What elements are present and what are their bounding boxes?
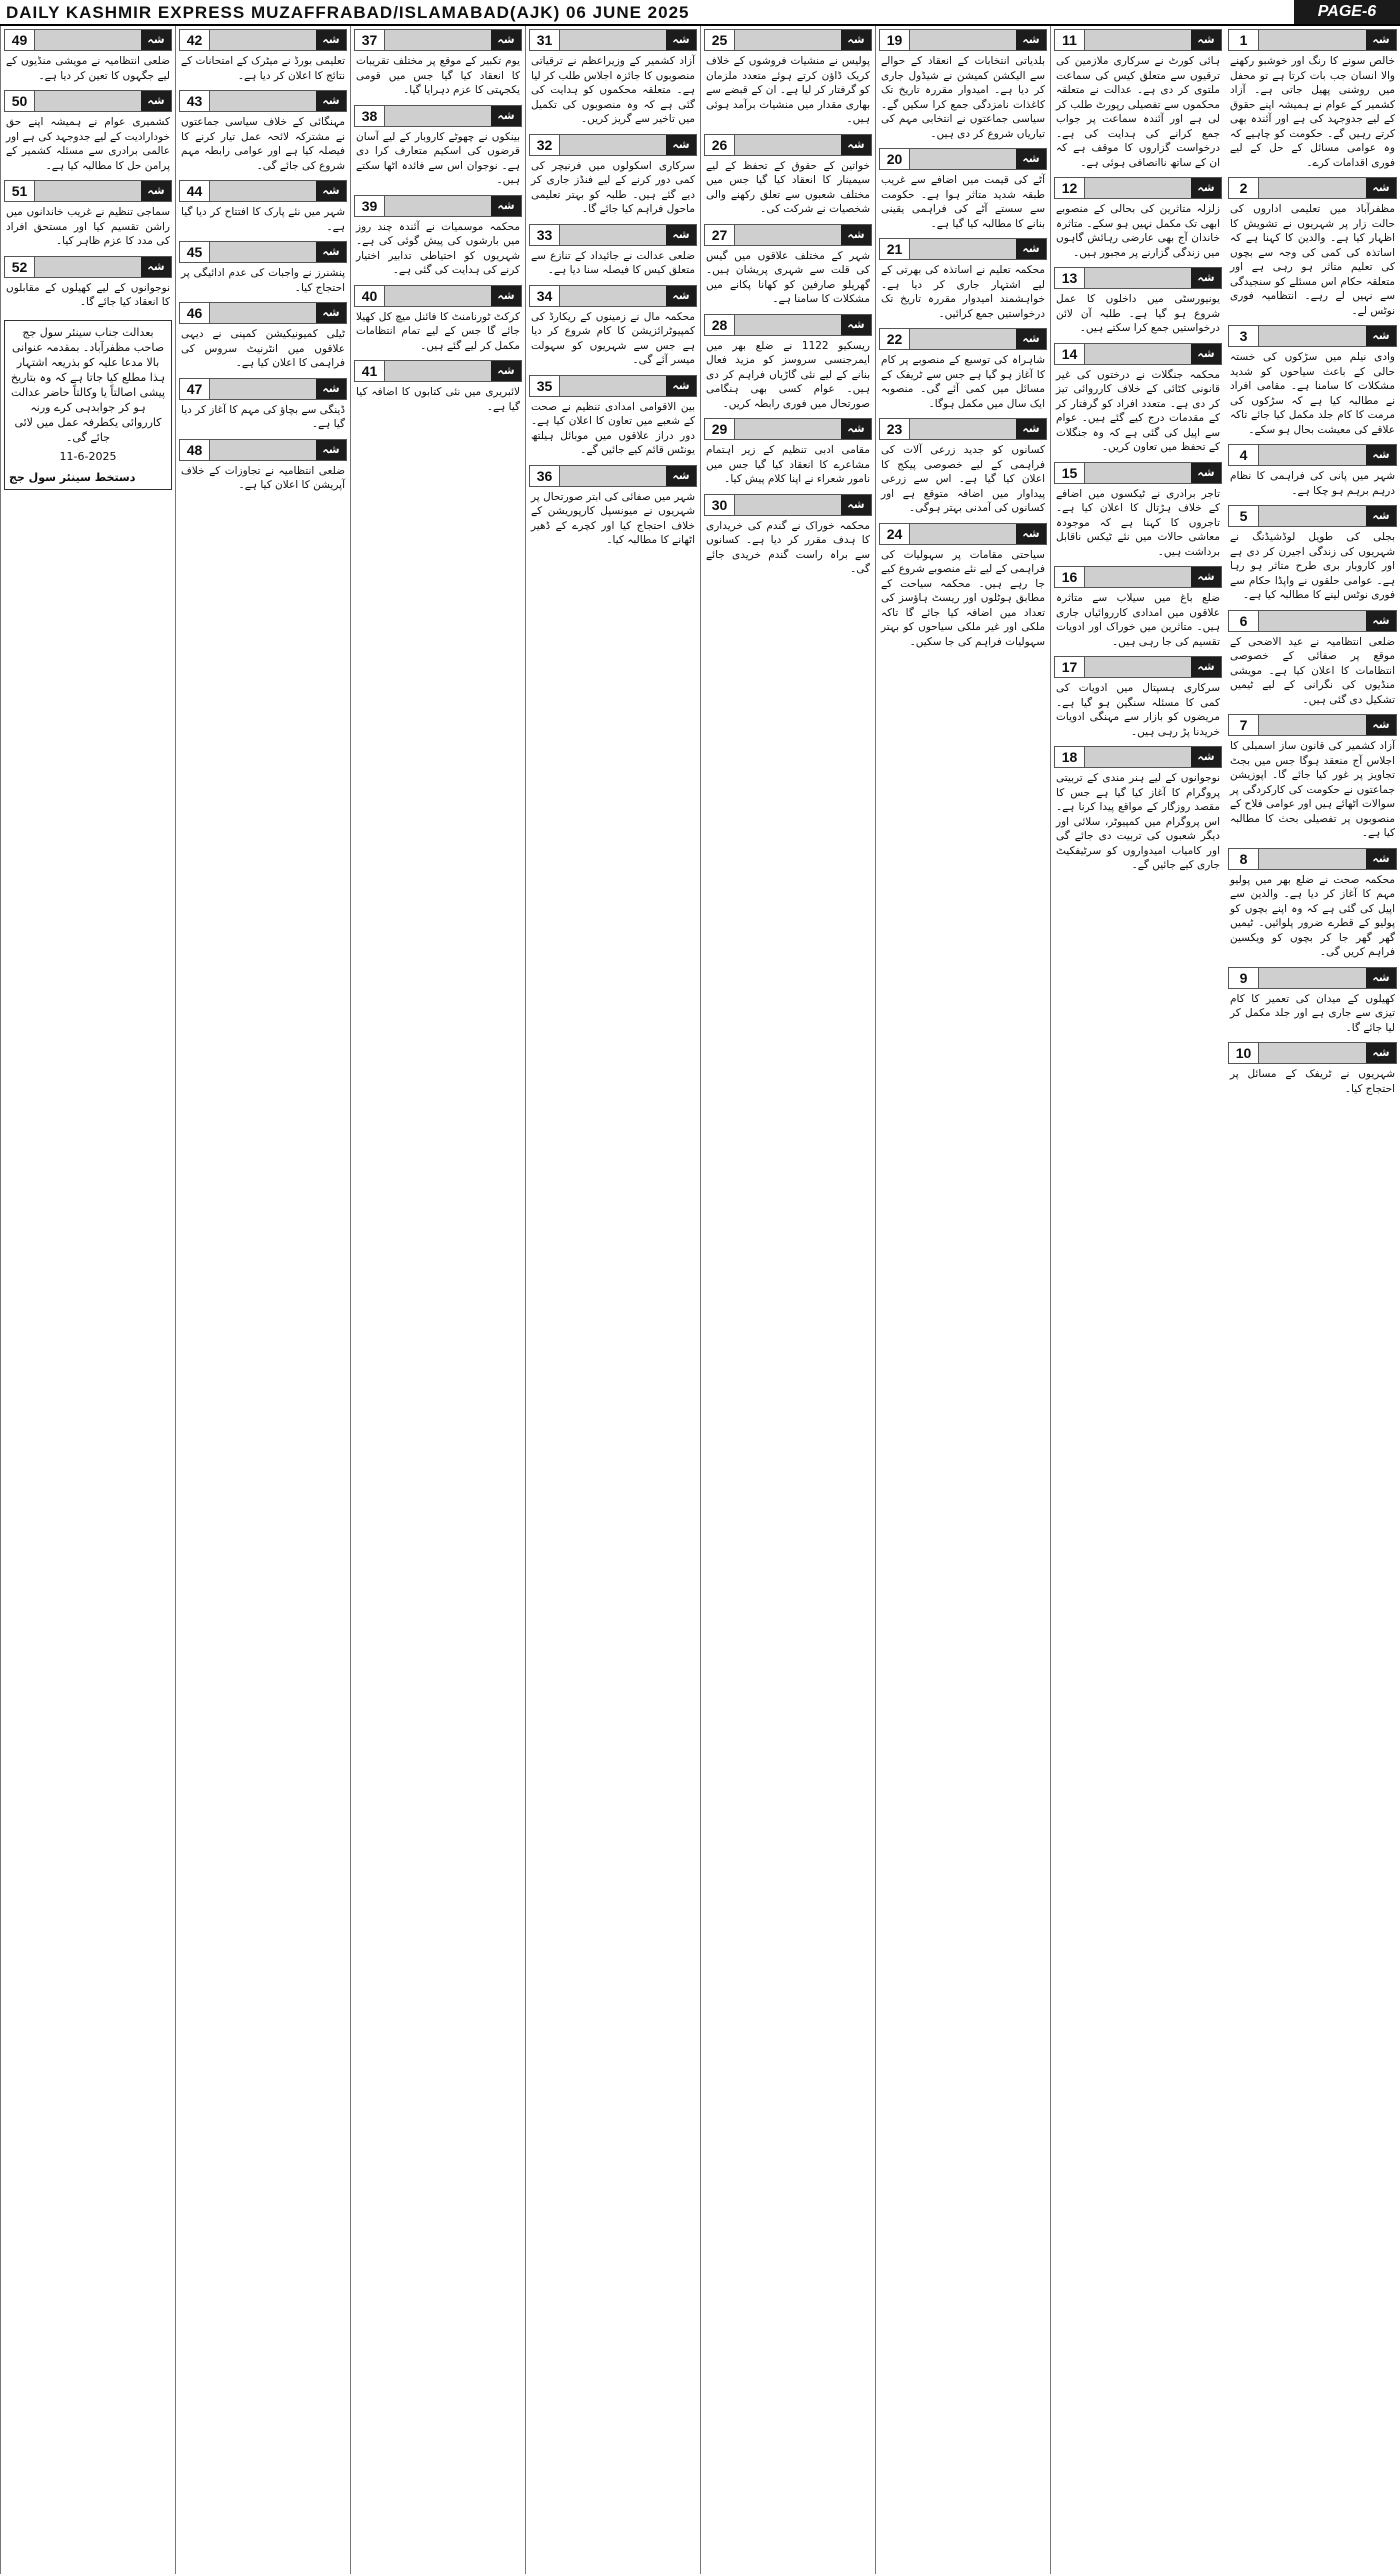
ad-label-badge: شہ — [316, 91, 346, 111]
ad-label-badge: شہ — [1366, 849, 1396, 869]
ad-header — [4, 180, 172, 202]
ad-label-badge: شہ — [841, 419, 871, 439]
classified-ad — [179, 378, 347, 436]
ad-number: 35 — [530, 376, 560, 396]
ad-header — [1054, 566, 1222, 588]
classified-ad — [1228, 967, 1397, 1040]
ad-text: کسانوں کو جدید زرعی آلات کی فراہمی کے لیے خصوصی پیکج کا اعلان کیا گیا ہے۔ اس سے زرعی پیداوار میں اضافہ متوقع ہے اور کسانوں کی آمدنی بہتر ہوگی۔ — [881, 444, 1045, 514]
ad-number: 52 — [5, 257, 35, 277]
ad-label-badge: شہ — [491, 361, 521, 381]
ad-text: شہر میں پانی کی فراہمی کا نظام درہم برہم ہو چکا ہے۔ — [1230, 470, 1395, 497]
classified-ad — [529, 375, 697, 462]
ad-label-badge: شہ — [316, 30, 346, 50]
ad-header — [1228, 177, 1397, 199]
ad-text: مہنگائی کے خلاف سیاسی جماعتوں نے مشترکہ لائحہ عمل تیار کرنے کا فیصلہ کیا ہے اور عوامی رابطہ مہم شروع کی جائے گی۔ — [181, 116, 345, 172]
ad-text: پولیس نے منشیات فروشوں کے خلاف کریک ڈاؤن کرتے ہوئے متعدد ملزمان کو گرفتار کر لیا ہے۔ ان کے قبضے سے بھاری مقدار میں منشیات برآمد ہوئی ہیں۔ — [706, 55, 870, 125]
ad-number: 44 — [180, 181, 210, 201]
classified-ad — [529, 134, 697, 221]
ad-text: ریسکیو 1122 نے ضلع بھر میں ایمرجنسی سروسز کو مزید فعال بنانے کے لیے نئی گاڑیاں فراہم کر دی ہیں۔ عوام کسی بھی ہنگامی صورتحال میں فوری رابطہ کریں۔ — [706, 339, 870, 410]
ad-text: مقامی ادبی تنظیم کے زیر اہتمام مشاعرے کا انعقاد کیا گیا جس میں نامور شعراء نے اپنا کلام پیش کیا۔ — [706, 444, 870, 485]
ad-text: محکمہ تعلیم نے اساتذہ کی بھرتی کے لیے اشتہار جاری کر دیا ہے۔ خواہشمند امیدوار مقررہ تاریخ تک درخواستیں جمع کرائیں۔ — [881, 264, 1045, 320]
masthead-title: DAILY KASHMIR EXPRESS MUZAFFRABAD/ISLAMABAD(AJK) 06 JUNE 2025 — [6, 3, 690, 22]
ad-number: 19 — [880, 30, 910, 50]
ad-header — [704, 29, 872, 51]
ad-label-badge: شہ — [1366, 30, 1396, 50]
ad-number: 9 — [1229, 968, 1259, 988]
ad-label-badge: شہ — [1191, 463, 1221, 483]
ad-number: 37 — [355, 30, 385, 50]
ad-header — [4, 90, 172, 112]
ad-number: 33 — [530, 225, 560, 245]
ad-label-badge: شہ — [491, 106, 521, 126]
ad-label-badge: شہ — [1016, 30, 1046, 50]
ad-text: لائبریری میں نئی کتابوں کا اضافہ کیا گیا ہے۔ — [356, 386, 520, 413]
ad-number: 14 — [1055, 344, 1085, 364]
ad-label-badge: شہ — [141, 257, 171, 277]
ad-text: آزاد کشمیر کے وزیراعظم نے ترقیاتی منصوبوں کا جائزہ اجلاس طلب کر لیا ہے۔ متعلقہ محکموں کو ہدایت کی گئی ہے کہ وہ منصوبوں کی تکمیل میں تاخیر سے گریز کریں۔ — [531, 55, 695, 125]
news-column — [875, 26, 1050, 2574]
ad-header — [529, 375, 697, 397]
classified-ad — [704, 224, 872, 311]
ad-text: زلزلہ متاثرین کی بحالی کے منصوبے ابھی تک مکمل نہیں ہو سکے۔ متاثرہ خاندان آج بھی عارضی رہائش گاہوں میں زندگی گزارنے پر مجبور ہیں۔ — [1056, 203, 1220, 259]
ad-header — [179, 180, 347, 202]
ad-label-badge: شہ — [666, 376, 696, 396]
ad-number: 30 — [705, 495, 735, 515]
ad-number: 1 — [1229, 30, 1259, 50]
ad-number: 39 — [355, 196, 385, 216]
ad-header — [1228, 714, 1397, 736]
ad-header — [179, 302, 347, 324]
ad-text: ضلعی انتظامیہ نے عید الاضحی کے موقع پر صفائی کے خصوصی انتظامات کا اعلان کیا ہے۔ مویشی منڈیوں کی نگرانی کے لیے ٹیمیں تشکیل دی گئی ہیں۔ — [1230, 635, 1395, 706]
ad-label-badge: شہ — [491, 286, 521, 306]
ad-label-badge: شہ — [316, 303, 346, 323]
ad-text: آٹے کی قیمت میں اضافے سے غریب طبقہ شدید متاثر ہوا ہے۔ حکومت سے سستے آٹے کی فراہمی یقینی بنانے کا مطالبہ کیا گیا ہے۔ — [881, 174, 1045, 230]
ad-text: ضلعی انتظامیہ نے تجاوزات کے خلاف آپریشن کا اعلان کیا ہے۔ — [181, 464, 345, 491]
classified-ad — [179, 90, 347, 177]
ad-text: کرکٹ ٹورنامنٹ کا فائنل میچ کل کھیلا جائے گا جس کے لیے تمام انتظامات مکمل کر لیے گئے ہیں۔ — [356, 310, 520, 352]
ad-header — [704, 134, 872, 156]
ad-header — [704, 418, 872, 440]
ad-text: یونیورسٹی میں داخلوں کا عمل شروع ہو گیا ہے۔ طلبہ آن لائن درخواستیں جمع کرا سکتے ہیں۔ — [1056, 293, 1220, 334]
ad-number: 20 — [880, 149, 910, 169]
ad-label-badge: شہ — [1191, 30, 1221, 50]
ad-number: 26 — [705, 135, 735, 155]
ad-label-badge: شہ — [1366, 178, 1396, 198]
ad-label-badge: شہ — [491, 30, 521, 50]
ad-header — [1054, 29, 1222, 51]
classified-ad — [354, 285, 522, 358]
ad-label-badge: شہ — [1016, 149, 1046, 169]
ad-text: یوم تکبیر کے موقع پر مختلف تقریبات کا انعقاد کیا گیا جس میں قومی یکجہتی کا عزم دہرایا گیا۔ — [356, 55, 520, 96]
ad-label-badge: شہ — [841, 315, 871, 335]
court-notice — [4, 320, 172, 490]
ad-header — [529, 134, 697, 156]
ad-text: ضلع باغ میں سیلاب سے متاثرہ علاقوں میں امدادی کارروائیاں جاری ہیں۔ متاثرین میں خوراک اور ادویات تقسیم کی جا رہی ہیں۔ — [1056, 592, 1220, 648]
ad-number: 11 — [1055, 30, 1085, 50]
ad-text: خالص سونے کا رنگ اور خوشبو رکھنے والا انسان جب بات کرتا ہے تو محفل میں روشنی پھیل جاتی ہے۔ آزاد کشمیر کے عوام نے ہمیشہ اپنے حقوق کے لیے جدوجہد کی ہے اور آئندہ بھی کرتے رہیں گے۔ حکومت کو چاہیے کہ وہ عوامی مسائل کے حل کے لیے فوری اقدامات کرے۔ — [1230, 55, 1395, 169]
classified-ad — [1054, 746, 1222, 877]
ad-label-badge: شہ — [1366, 506, 1396, 526]
ad-text: محکمہ موسمیات نے آئندہ چند روز میں بارشوں کی پیش گوئی کی ہے۔ شہریوں کو احتیاطی تدابیر اختیار کرنے کی ہدایت کی گئی ہے۔ — [356, 220, 520, 276]
ad-number: 47 — [180, 379, 210, 399]
page-number-badge: PAGE-6 — [1294, 0, 1400, 24]
ad-number: 7 — [1229, 715, 1259, 735]
ad-header — [179, 378, 347, 400]
classified-ad — [4, 256, 172, 314]
ad-number: 16 — [1055, 567, 1085, 587]
ad-header — [1054, 462, 1222, 484]
classified-ad — [1228, 325, 1397, 441]
news-column — [0, 26, 175, 2574]
ad-label-badge: شہ — [841, 135, 871, 155]
ad-header — [1054, 267, 1222, 289]
ad-text: نوجوانوں کے لیے ہنر مندی کے تربیتی پروگرام کا آغاز کیا گیا ہے جس کا مقصد روزگار کے مواقع پیدا کرنا ہے۔ اس پروگرام میں کمپیوٹر، سلائی اور دیگر شعبوں کی تربیت دی جائے گی اور کامیاب امیدواروں کو سرٹیفکیٹ جاری کیے جائیں گے۔ — [1056, 772, 1220, 871]
ad-header — [4, 29, 172, 51]
ad-text: ٹیلی کمیونیکیشن کمپنی نے دیہی علاقوں میں انٹرنیٹ سروس کی فراہمی کا اعلان کیا ہے۔ — [181, 328, 345, 369]
ad-label-badge: شہ — [1191, 657, 1221, 677]
ad-header — [879, 523, 1047, 545]
ad-text: وادی نیلم میں سڑکوں کی خستہ حالی کے باعث سیاحوں کو شدید مشکلات کا سامنا ہے۔ مقامی افراد نے مطالبہ کیا ہے کہ سڑکوں کی مرمت کا کام جلد مکمل کیا جائے تاکہ علاقے کی معیشت بحال ہو سکے۔ — [1230, 351, 1395, 436]
ad-header — [704, 224, 872, 246]
ad-number: 31 — [530, 30, 560, 50]
news-column — [350, 26, 525, 2574]
ad-number: 15 — [1055, 463, 1085, 483]
ad-text: سرکاری اسکولوں میں فرنیچر کی کمی دور کرنے کے لیے فنڈز جاری کر دیے گئے ہیں۔ طلبہ کو بہتر تعلیمی ماحول فراہم کیا جائے گا۔ — [531, 159, 695, 215]
ad-number: 24 — [880, 524, 910, 544]
ad-header — [879, 418, 1047, 440]
ad-number: 41 — [355, 361, 385, 381]
classified-ad — [1228, 848, 1397, 964]
classified-ad — [1228, 610, 1397, 712]
classified-ad — [179, 241, 347, 299]
classified-ad — [1228, 505, 1397, 607]
ad-header — [354, 29, 522, 51]
ad-text: محکمہ خوراک نے گندم کی خریداری کا ہدف مقرر کر دیا ہے۔ کسانوں سے براہ راست گندم خریدی جائے گی۔ — [706, 519, 870, 575]
ad-number: 50 — [5, 91, 35, 111]
ad-label-badge: شہ — [1191, 567, 1221, 587]
ad-header — [879, 238, 1047, 260]
classified-ad — [1054, 462, 1222, 564]
classified-ad — [704, 314, 872, 416]
ad-header — [179, 90, 347, 112]
ad-label-badge: شہ — [666, 225, 696, 245]
ad-number: 28 — [705, 315, 735, 335]
ad-text: مظفرآباد میں تعلیمی اداروں کی حالت زار پر شہریوں نے تشویش کا اظہار کیا ہے۔ والدین کا کہنا ہے کہ اساتذہ کی کمی کی وجہ سے بچوں کی تعلیم متاثر ہو رہی ہے اور متعلقہ حکام اس مسئلے کو سنجیدگی سے نہیں لے رہے۔ انتظامیہ فوری نوٹس لے۔ — [1230, 203, 1395, 317]
ad-number: 23 — [880, 419, 910, 439]
ad-text: ضلعی عدالت نے جائیداد کے تنازع سے متعلق کیس کا فیصلہ سنا دیا ہے۔ — [531, 249, 695, 276]
ad-number: 12 — [1055, 178, 1085, 198]
ad-label-badge: شہ — [1191, 344, 1221, 364]
ad-text: آزاد کشمیر کی قانون ساز اسمبلی کا اجلاس آج منعقد ہوگا جس میں بجٹ تجاویز پر غور کیا جائے گا۔ اپوزیشن جماعتوں نے حکومت کی کارکردگی پر سوالات اٹھائے ہیں اور عوامی فلاح کے منصوبوں پر تفصیلی بحث کا مطالبہ کیا ہے۔ — [1230, 740, 1395, 839]
ad-number: 3 — [1229, 326, 1259, 346]
ad-text: ضلعی انتظامیہ نے مویشی منڈیوں کے لیے جگہوں کا تعین کر دیا ہے۔ — [6, 55, 170, 82]
classified-ad — [354, 195, 522, 282]
classified-ad — [1228, 1042, 1397, 1100]
ad-header — [1228, 444, 1397, 466]
ad-text: نوجوانوں کے لیے کھیلوں کے مقابلوں کا انعقاد کیا جائے گا۔ — [6, 281, 170, 308]
ad-label-badge: شہ — [666, 286, 696, 306]
ad-header — [879, 29, 1047, 51]
ad-label-badge: شہ — [141, 91, 171, 111]
ad-header — [1228, 29, 1397, 51]
ad-header — [1228, 967, 1397, 989]
ad-header — [179, 29, 347, 51]
classified-ad — [879, 148, 1047, 235]
ad-text: بلدیاتی انتخابات کے انعقاد کے حوالے سے الیکشن کمیشن نے شیڈول جاری کر دیا ہے۔ امیدوار مقررہ تاریخ تک کاغذات نامزدگی جمع کرا سکیں گے۔ سیاسی جماعتوں نے انتخابی مہم کی تیاریاں شروع کر دی ہیں۔ — [881, 55, 1045, 140]
ad-number: 18 — [1055, 747, 1085, 767]
ad-label-badge: شہ — [1016, 329, 1046, 349]
classified-ad — [1228, 177, 1397, 322]
news-column — [1225, 26, 1400, 2574]
classified-ad — [179, 180, 347, 238]
ad-label-badge: شہ — [666, 135, 696, 155]
ad-header — [4, 256, 172, 278]
classified-ad — [879, 523, 1047, 654]
classified-ad — [529, 285, 697, 372]
ad-header — [1054, 343, 1222, 365]
ad-number: 2 — [1229, 178, 1259, 198]
ad-number: 36 — [530, 466, 560, 486]
ad-number: 34 — [530, 286, 560, 306]
ad-label-badge: شہ — [1191, 747, 1221, 767]
ad-number: 43 — [180, 91, 210, 111]
news-column — [175, 26, 350, 2574]
classified-ad — [704, 418, 872, 491]
ad-header — [1228, 1042, 1397, 1064]
classified-ad — [1054, 177, 1222, 264]
ad-number: 13 — [1055, 268, 1085, 288]
ad-label-badge: شہ — [841, 225, 871, 245]
ad-text: تاجر برادری نے ٹیکسوں میں اضافے کے خلاف ہڑتال کا اعلان کیا ہے۔ تاجروں کا کہنا ہے کہ موجودہ معاشی حالات میں نئے ٹیکس ناقابل برداشت ہیں۔ — [1056, 487, 1220, 558]
ad-header — [529, 224, 697, 246]
ad-label-badge: شہ — [841, 30, 871, 50]
ad-label-badge: شہ — [316, 242, 346, 262]
ad-text: سرکاری ہسپتال میں ادویات کی کمی کا مسئلہ سنگین ہو گیا ہے۔ مریضوں کو بازار سے مہنگی ادویات خریدنا پڑ رہی ہیں۔ — [1056, 682, 1220, 738]
ad-text: بینکوں نے چھوٹے کاروبار کے لیے آسان قرضوں کی اسکیم متعارف کرا دی ہے۔ نوجوان اس سے فائدہ اٹھا سکتے ہیں۔ — [356, 130, 520, 186]
classified-ad — [4, 29, 172, 87]
ad-label-badge: شہ — [1366, 326, 1396, 346]
classified-ad — [4, 90, 172, 177]
classified-ad — [704, 29, 872, 131]
classified-ad — [179, 439, 347, 497]
ad-header — [704, 494, 872, 516]
ad-text: پنشنرز نے واجبات کی عدم ادائیگی پر احتجاج کیا۔ — [181, 267, 345, 294]
ad-text: ڈینگی سے بچاؤ کی مہم کا آغاز کر دیا گیا ہے۔ — [181, 403, 345, 430]
ad-header — [179, 439, 347, 461]
classified-ad — [704, 134, 872, 221]
classified-ad — [1054, 29, 1222, 174]
ad-text: سیاحتی مقامات پر سہولیات کی فراہمی کے لیے نئے منصوبے شروع کیے جا رہے ہیں۔ محکمہ سیاحت کے مطابق ہوٹلوں اور ریسٹ ہاؤسز کی تعداد میں اضافہ کیا جائے گا تاکہ ملکی اور غیر ملکی سیاحوں کو بہتر سہولیات فراہم کی جا سکیں۔ — [881, 548, 1045, 648]
classified-ad — [1228, 444, 1397, 502]
ad-number: 42 — [180, 30, 210, 50]
ad-number: 29 — [705, 419, 735, 439]
ad-header — [1054, 177, 1222, 199]
ad-label-badge: شہ — [1191, 178, 1221, 198]
ad-text: بجلی کی طویل لوڈشیڈنگ نے شہریوں کی زندگی اجیرن کر دی ہے اور کاروبار بری طرح متاثر ہو رہا ہے۔ عوامی حلقوں نے واپڈا حکام سے فوری نوٹس لینے کا مطالبہ کیا ہے۔ — [1230, 531, 1395, 601]
ad-header — [1054, 656, 1222, 678]
classified-ad — [1054, 566, 1222, 653]
ad-header — [529, 465, 697, 487]
ad-label-badge: شہ — [316, 440, 346, 460]
classified-ad — [1228, 29, 1397, 174]
news-column — [525, 26, 700, 2574]
ad-number: 46 — [180, 303, 210, 323]
classified-ad — [179, 302, 347, 375]
classified-ad — [529, 465, 697, 552]
ad-number: 8 — [1229, 849, 1259, 869]
ad-label-badge: شہ — [666, 30, 696, 50]
classified-ad — [529, 29, 697, 131]
ad-number: 21 — [880, 239, 910, 259]
classified-ad — [4, 180, 172, 253]
masthead — [0, 0, 1400, 26]
ad-text: محکمہ صحت نے ضلع بھر میں پولیو مہم کا آغاز کر دیا ہے۔ والدین سے اپیل کی گئی ہے کہ وہ اپنے بچوں کو پولیو کے قطرے ضرور پلوائیں۔ ٹیمیں گھر گھر جا کر بچوں کو ویکسین فراہم کریں گی۔ — [1230, 873, 1395, 958]
classified-ad — [1228, 714, 1397, 845]
ad-text: شہریوں نے ٹریفک کے مسائل پر احتجاج کیا۔ — [1230, 1068, 1395, 1095]
ad-header — [354, 105, 522, 127]
ad-label-badge: شہ — [1366, 611, 1396, 631]
ad-label-badge: شہ — [1366, 968, 1396, 988]
ad-text: بین الاقوامی امدادی تنظیم نے صحت کے شعبے میں تعاون کا اعلان کیا ہے۔ دور دراز علاقوں میں موبائل ہیلتھ یونٹس قائم کیے جائیں گے۔ — [531, 400, 695, 456]
ad-header — [529, 29, 697, 51]
ad-label-badge: شہ — [841, 495, 871, 515]
ad-text: محکمہ مال نے زمینوں کے ریکارڈ کی کمپیوٹرائزیشن کا کام شروع کر دیا ہے جس سے شہریوں کو سہولت میسر آئے گی۔ — [531, 310, 695, 366]
classified-ad — [879, 238, 1047, 325]
ad-header — [1228, 610, 1397, 632]
ad-number: 49 — [5, 30, 35, 50]
ad-label-badge: شہ — [141, 181, 171, 201]
classified-ad — [179, 29, 347, 87]
classified-ad — [704, 494, 872, 581]
classified-ad — [879, 418, 1047, 520]
ad-label-badge: شہ — [1191, 268, 1221, 288]
ad-label-badge: شہ — [1016, 419, 1046, 439]
court-notice-signature: دستخط سینئر سول جج — [9, 470, 136, 484]
ad-header — [354, 285, 522, 307]
ad-number: 38 — [355, 106, 385, 126]
ad-label-badge: شہ — [666, 466, 696, 486]
ad-number: 6 — [1229, 611, 1259, 631]
court-notice-date: 11-6-2025 — [59, 449, 117, 463]
ad-text: شہر میں نئے پارک کا افتتاح کر دیا گیا ہے۔ — [181, 206, 345, 233]
ad-header — [1054, 746, 1222, 768]
ad-header — [879, 328, 1047, 350]
ad-text: تعلیمی بورڈ نے میٹرک کے امتحانات کے نتائج کا اعلان کر دیا ہے۔ — [181, 55, 345, 82]
classified-ad — [354, 360, 522, 418]
ad-number: 5 — [1229, 506, 1259, 526]
ad-number: 40 — [355, 286, 385, 306]
ad-number: 48 — [180, 440, 210, 460]
ad-text: شہر میں صفائی کی ابتر صورتحال پر شہریوں نے میونسپل کارپوریشن کے خلاف احتجاج کیا اور کچرے کے ڈھیر اٹھانے کا مطالبہ کیا۔ — [531, 490, 695, 546]
ad-number: 17 — [1055, 657, 1085, 677]
classified-ad — [354, 29, 522, 102]
news-column — [1050, 26, 1225, 2574]
ad-number: 51 — [5, 181, 35, 201]
ad-label-badge: شہ — [491, 196, 521, 216]
ad-header — [1228, 848, 1397, 870]
ad-number: 10 — [1229, 1043, 1259, 1063]
ad-label-badge: شہ — [1366, 715, 1396, 735]
ad-text: کشمیری عوام نے ہمیشہ اپنے حق خودارادیت کے لیے جدوجہد کی ہے اور عالمی برادری سے مسئلہ کشمیر کے پرامن حل کا مطالبہ کیا ہے۔ — [6, 116, 170, 172]
ad-number: 32 — [530, 135, 560, 155]
ad-label-badge: شہ — [1016, 239, 1046, 259]
ad-text: خواتین کے حقوق کے تحفظ کے لیے سیمینار کا انعقاد کیا گیا جس میں مختلف شعبوں سے تعلق رکھنے والی شخصیات نے شرکت کی۔ — [706, 159, 870, 215]
ad-label-badge: شہ — [141, 30, 171, 50]
ad-label-badge: شہ — [316, 181, 346, 201]
ad-header — [354, 195, 522, 217]
ad-header — [529, 285, 697, 307]
ad-text: ہائی کورٹ نے سرکاری ملازمین کی ترقیوں سے متعلق کیس کی سماعت ملتوی کر دی ہے۔ عدالت نے متعلقہ محکموں سے تفصیلی رپورٹ طلب کر لی ہے اور آئندہ سماعت پر جواب جمع کرانے کی ہدایت کی ہے۔ درخواست گزاروں کا موقف ہے کہ ان کے ساتھ ناانصافی ہوئی ہے۔ — [1056, 55, 1220, 169]
ad-text: سماجی تنظیم نے غریب خاندانوں میں راشن تقسیم کیا اور مستحق افراد کی مدد کا عزم ظاہر کیا۔ — [6, 206, 170, 247]
ad-header — [704, 314, 872, 336]
classified-ad — [1054, 267, 1222, 340]
classified-ad — [1054, 656, 1222, 743]
ad-text: شاہراہ کی توسیع کے منصوبے پر کام کا آغاز ہو گیا ہے جس سے ٹریفک کے مسائل میں کمی آئے گی۔ منصوبہ ایک سال میں مکمل ہوگا۔ — [881, 354, 1045, 410]
ad-number: 22 — [880, 329, 910, 349]
ad-number: 27 — [705, 225, 735, 245]
ad-header — [1228, 325, 1397, 347]
ad-number: 25 — [705, 30, 735, 50]
classified-ad — [1054, 343, 1222, 459]
ad-label-badge: شہ — [1366, 1043, 1396, 1063]
classified-ad — [879, 328, 1047, 415]
ad-text: شہر کے مختلف علاقوں میں گیس کی قلت سے شہری پریشان ہیں۔ گھریلو صارفین کو کھانا پکانے میں مشکلات کا سامنا ہے۔ — [706, 249, 870, 305]
ad-label-badge: شہ — [316, 379, 346, 399]
ad-header — [354, 360, 522, 382]
ad-label-badge: شہ — [1016, 524, 1046, 544]
ad-number: 4 — [1229, 445, 1259, 465]
ad-text: محکمہ جنگلات نے درختوں کی غیر قانونی کٹائی کے خلاف کارروائی تیز کر دی ہے۔ متعدد افراد کو گرفتار کر کے مقدمات درج کیے گئے ہیں۔ عوام سے اپیل کی گئی ہے کہ وہ جنگلات کے تحفظ میں تعاون کریں۔ — [1056, 368, 1220, 453]
ad-label-badge: شہ — [1366, 445, 1396, 465]
classified-ad — [354, 105, 522, 192]
ad-header — [179, 241, 347, 263]
classified-ad — [879, 29, 1047, 145]
ad-text: کھیلوں کے میدان کی تعمیر کا کام تیزی سے جاری ہے اور جلد مکمل کر لیا جائے گا۔ — [1230, 992, 1395, 1034]
ad-number: 45 — [180, 242, 210, 262]
ad-header — [1228, 505, 1397, 527]
news-column — [700, 26, 875, 2574]
classified-ad — [529, 224, 697, 282]
ad-header — [879, 148, 1047, 170]
court-notice-text: بعدالت جناب سینئر سول جج صاحب مظفرآباد۔ بمقدمہ عنوانی بالا مدعا علیہ کو بذریعہ اشتہار ہذا مطلع کیا جاتا ہے کہ وہ بتاریخ پیشی اصالتاً یا وکالتاً حاضر عدالت ہو کر جوابدہی کرے ورنہ کارروائی یکطرفہ عمل میں لائی جائے گی۔ — [10, 325, 166, 444]
